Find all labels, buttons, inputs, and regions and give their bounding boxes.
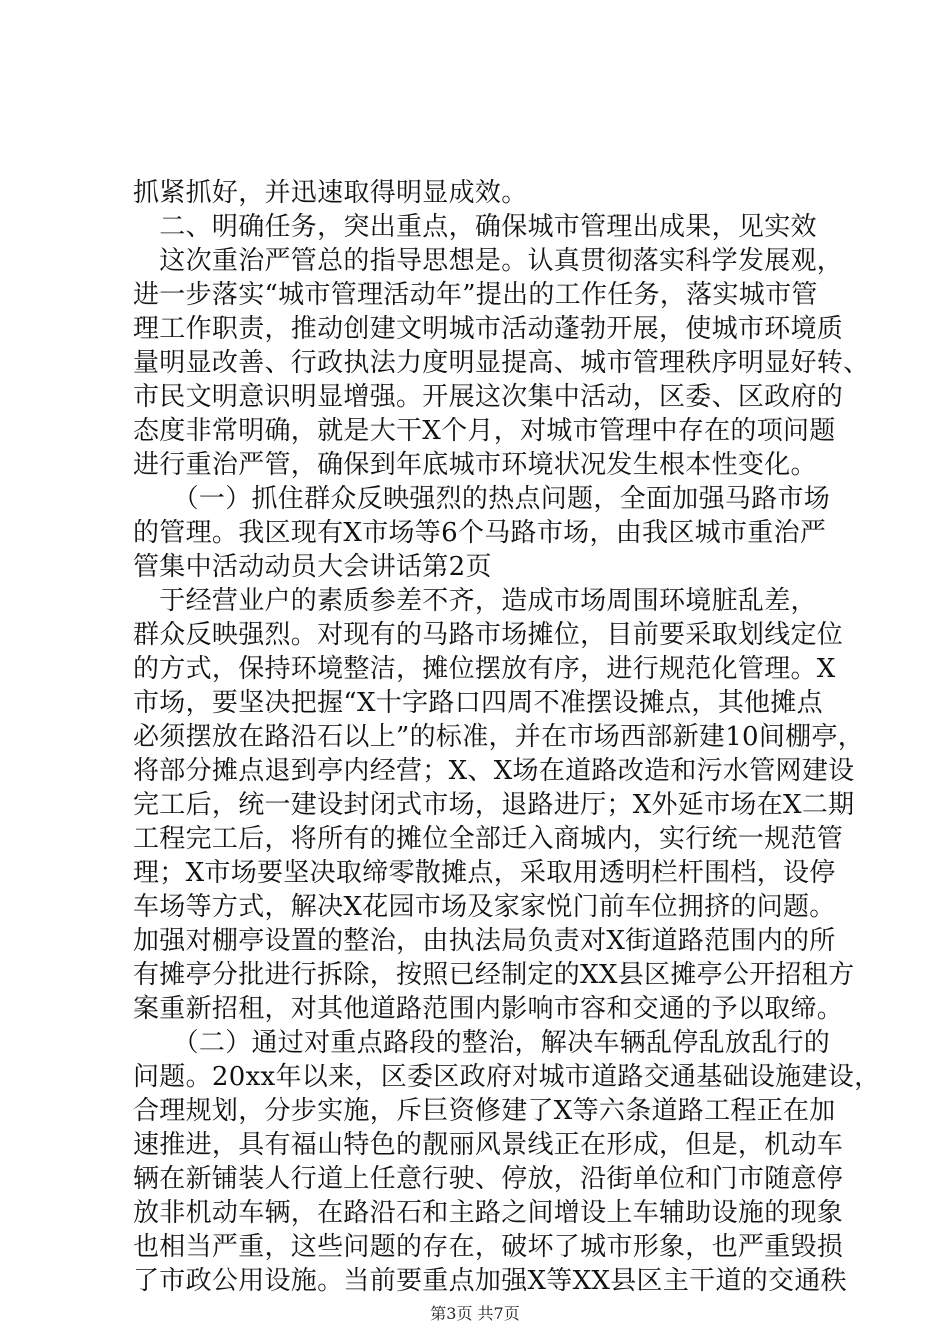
text-line: 理；X市场要坚决取缔零散摊点，采取用透明栏杆围档，设停 xyxy=(133,858,836,888)
text-line: 也相当严重，这些问题的存在，破坏了城市形象，也严重毁损 xyxy=(133,1232,844,1262)
text-line: 管集中活动动员大会讲话第2页 xyxy=(133,552,492,582)
page-footer: 第3页 共7页 xyxy=(430,1304,520,1323)
text-line: 进一步落实“城市管理活动年”提出的工作任务，落实城市管 xyxy=(133,280,818,310)
text-line: 加强对棚亭设置的整治，由执法局负责对X街道路范围内的所 xyxy=(133,926,836,956)
text-line: 抓紧抓好，并迅速取得明显成效。 xyxy=(133,178,528,208)
text-line: 了市政公用设施。当前要重点加强X等XX县区主干道的交通秩 xyxy=(133,1266,847,1296)
text-line: 市民文明意识明显增强。开展这次集中活动，区委、区政府的 xyxy=(133,382,844,412)
text-line: 群众反映强烈。对现有的马路市场摊位，目前要采取划线定位 xyxy=(133,620,844,650)
text-line: （二）通过对重点路段的整治，解决车辆乱停乱放乱行的 xyxy=(133,1028,831,1058)
text-line: 车场等方式，解决X花园市场及家家悦门前车位拥挤的问题。 xyxy=(133,892,836,922)
text-line: 有摊亭分批进行拆除，按照已经制定的XX县区摊亭公开招租方 xyxy=(133,960,855,990)
text-line: 必须摆放在路沿石以上”的标准，并在市场西部新建10间棚亭， xyxy=(133,722,865,752)
text-line: （一）抓住群众反映强烈的热点问题，全面加强马路市场 xyxy=(133,484,831,514)
section-heading: 二、明确任务，突出重点，确保城市管理出成果，见实效 xyxy=(133,212,817,242)
text-line: 理工作职责，推动创建文明城市活动蓬勃开展，使城市环境质 xyxy=(133,314,844,344)
text-line: 进行重治严管，确保到年底城市环境状况发生根本性变化。 xyxy=(133,450,817,480)
text-line: 市场，要坚决把握“X十字路口四周不准摆设摊点，其他摊点 xyxy=(133,688,823,718)
text-line: 态度非常明确，就是大干X个月，对城市管理中存在的项问题 xyxy=(133,416,836,446)
text-line: 速推进，具有福山特色的靓丽风景线正在形成，但是，机动车 xyxy=(133,1130,844,1160)
text-line: 案重新招租，对其他道路范围内影响市容和交通的予以取缔。 xyxy=(133,994,844,1024)
text-line: 的管理。我区现有X市场等6个马路市场，由我区城市重治严 xyxy=(133,518,827,548)
text-line: 放非机动车辆，在路沿石和主路之间增设上车辅助设施的现象 xyxy=(133,1198,844,1228)
text-line: 辆在新铺装人行道上任意行驶、停放，沿街单位和门市随意停 xyxy=(133,1164,844,1194)
text-line: 的方式，保持环境整洁，摊位摆放有序，进行规范化管理。X xyxy=(133,654,836,684)
text-line: 将部分摊点退到亭内经营；X、X场在道路改造和污水管网建设 xyxy=(133,756,855,786)
text-line: 问题。20xx年以来，区委区政府对城市道路交通基础设施建设， xyxy=(133,1062,881,1092)
text-line: 这次重治严管总的指导思想是。认真贯彻落实科学发展观， xyxy=(133,246,844,276)
text-line: 工程完工后，将所有的摊位全部迁入商城内，实行统一规范管 xyxy=(133,824,844,854)
text-line: 合理规划，分步实施，斥巨资修建了X等六条道路工程正在加 xyxy=(133,1096,836,1126)
text-line: 量明显改善、行政执法力度明显提高、城市管理秩序明显好转、 xyxy=(133,348,870,378)
text-line: 完工后，统一建设封闭式市场，退路进厅；X外延市场在X二期 xyxy=(133,790,855,820)
text-line: 于经营业户的素质参差不齐，造成市场周围环境脏乱差， xyxy=(133,586,817,616)
